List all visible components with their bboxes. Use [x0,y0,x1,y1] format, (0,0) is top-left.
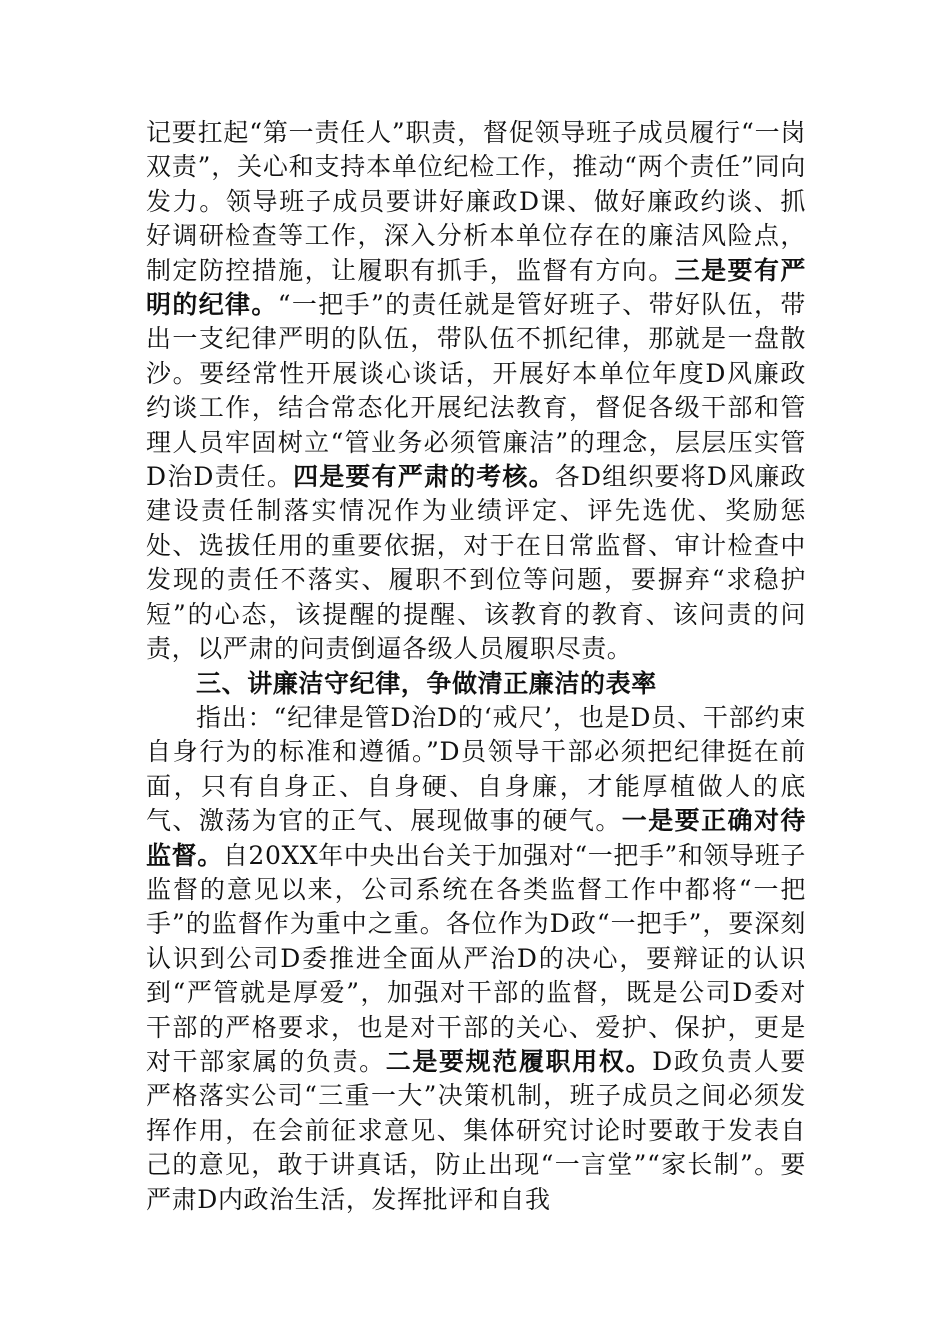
paragraph-integrity [146,701,806,1217]
text-run: 各D组织要将D风廉政建设责任制落实情况作为业绩评定、评先选优、奖励惩处、选拔任用的重要依据，对于在日常监督、审计检查中发现的责任不落实、履职不到位等问题，要摒弃“求稳护短”的心态，该提醒的提醒、该教育的教育、该问责的问责，以严肃的问责倒逼各级人员履职尽责。 [146,462,806,664]
section-heading-text: 三、讲廉洁守纪律，争做清正廉洁的表率 [196,668,657,698]
text-run: 指出：“纪律是管D治D的‘戒尺’，也是D员、干部约束自身行为的标准和遵循。”D员领导干部必须把纪律挺在前面，只有自身正、自身硬、自身廉，才能厚植做人的底气、激荡为官的正气、展现做事的硬气。 [146,702,806,836]
document-body [146,116,806,1217]
text-run: D政负责人要严格落实公司“三重一大”决策机制，班子成员之间必须发挥作用，在会前征求意见、集体研究讨论时要敢于发表自己的意见，敢于讲真话，防止出现“一言堂”“家长制”。要严肃D内政治生活，发挥批评和自我 [146,1046,806,1214]
text-run: 记要扛起“第一责任人”职责，督促领导班子成员履行“一岗双责”，关心和支持本单位纪检工作，推动“两个责任”同向发力。领导班子成员要讲好廉政D课、做好廉政约谈、抓好调研检查等工作，深入分析本单位存在的廉洁风险点，制定防控措施，让履职有抓手，监督有方向。 [146,118,806,285]
section-heading [146,667,806,701]
paragraph-responsibility [146,116,806,667]
bold-run-power: 二是要规范履职用权。 [385,1046,653,1076]
text-run: “一把手”的责任就是管好班子、带好队伍，带出一支纪律严明的队伍，带队伍不抓纪律，那就是一盘散沙。要经常性开展谈心谈话，开展好本单位年度D风廉政约谈工作，结合常态化开展纪法教育，督促各级干部和管理人员牢固树立“管业务必须管廉洁”的理念，层层压实管D治D责任。 [146,290,806,492]
bold-run-discipline: 三是要有严明的纪律。 [146,255,806,320]
bold-run-assessment: 四是要有严肃的考核。 [293,462,555,492]
bold-run-supervision: 一是要正确对待监督。 [146,806,806,870]
text-run: 自20XX年中央出台关于加强对“一把手”和领导班子监督的意见以来，公司系统在各类监督工作中都将“一把手”的监督作为重中之重。各位作为D政“一把手”，要深刻认识到公司D委推进全面从严治D的决心，要辩证的认识到“严管就是厚爱”，加强对干部的监督，既是公司D委对干部的严格要求，也是对干部的关心、爱护、保护，更是对干部家属的负责。 [146,840,806,1076]
